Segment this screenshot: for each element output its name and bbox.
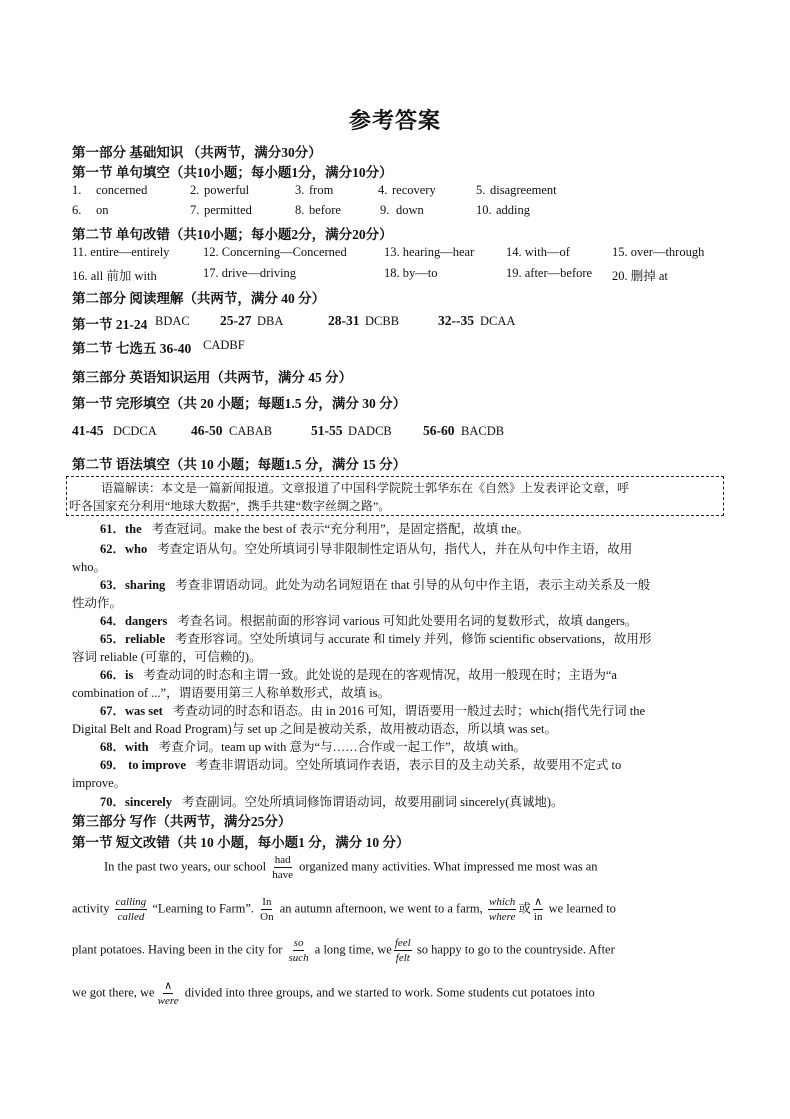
answer-explanation: 考查动词的时态和语态。由 in 2016 可知，谓语要用一般过去时；which(指代先行词 the: [172, 704, 646, 718]
passage-line-2: [72, 895, 616, 924]
fill-num: 6.: [72, 203, 82, 217]
passage-line-4: [72, 979, 595, 1008]
part2-heading: 第二部分 阅读理解（共两节，满分 40 分）: [72, 291, 326, 306]
answer-number: 65．reliable: [100, 632, 166, 646]
correction-mark: [157, 979, 180, 1008]
correction-fix: where: [488, 911, 516, 923]
correction-item: 17. drive—driving: [203, 266, 297, 280]
correction-fix: felt: [395, 952, 410, 964]
answer-explanation-cont: Digital Belt and Road Program)与 set up 之间是被动关系，故用被动语态，所以填 was set。: [72, 722, 558, 736]
passage-note-box: [66, 476, 724, 516]
cloze-label: 41-45: [72, 423, 104, 438]
answer-explanation: 考查副词。空处所填词修饰谓语动词，故要用副词 sincerely(真诚地)。: [181, 795, 564, 809]
part4-sec1-heading: 第一节 短文改错（共 10 小题，每小题1 分，满分 10 分）: [72, 835, 410, 850]
reading-answer: CADBF: [203, 338, 245, 352]
passage-text: an autumn afternoon, we went to a farm,: [279, 901, 483, 916]
answer-explanation: 考查名词。根据前面的形容词 various 可知此处要用名词的复数形式，故填 dangers。: [177, 614, 638, 628]
passage-text: we got there, we: [72, 985, 155, 1000]
correction-fix: such: [288, 952, 309, 964]
correction-original: ∧: [164, 980, 173, 992]
correction-mark: [115, 895, 148, 924]
correction-mark: [394, 936, 412, 965]
reading-answer: DCAA: [480, 314, 516, 328]
grammar-answer-66: [100, 665, 617, 683]
fill-answer: powerful: [204, 183, 250, 197]
answer-number: 61．the: [100, 522, 142, 536]
cloze-label: 46-50: [191, 423, 223, 438]
answer-explanation: 考查介词。team up with 意为“与……合作或一起工作”，故填 with。: [158, 740, 526, 754]
correction-original: In: [262, 896, 272, 908]
correction-mark: [488, 895, 516, 924]
fill-num: 8.: [295, 203, 305, 217]
reading-answer: DCBB: [365, 314, 400, 328]
correction-fix: called: [117, 911, 145, 923]
reading-label: 32--35: [438, 313, 474, 328]
passage-text: divided into three groups, and we started to work. Some students cut potatoes into: [184, 985, 595, 1000]
part3-sec2-heading: 第二节 语法填空（共 10 小题；每题1.5 分，满分 15 分）: [72, 457, 407, 472]
grammar-answer-68: [100, 737, 526, 755]
fill-answer: recovery: [392, 183, 436, 197]
correction-mark: [271, 853, 294, 882]
answer-explanation-cont: improve。: [72, 776, 127, 790]
correction-fix: On: [260, 911, 274, 923]
fill-num: 1.: [72, 183, 82, 197]
grammar-answer-67: [100, 701, 645, 719]
passage-line-1: [104, 853, 598, 882]
cloze-answer: DCDCA: [113, 424, 157, 438]
cloze-answer: CABAB: [229, 424, 273, 438]
grammar-answer-64: [100, 611, 637, 629]
answer-explanation-cont: who。: [72, 560, 107, 574]
correction-original: had: [274, 854, 291, 866]
reading-label: 第一节 21-24: [72, 317, 148, 332]
grammar-answer-63: [100, 575, 650, 593]
fill-num: 2.: [190, 183, 200, 197]
reading-answer: DBA: [257, 314, 284, 328]
passage-note-line: 语篇解读：本文是一篇新闻报道。文章报道了中国科学院院士郭华东在《自然》上发表评论文章，呼: [101, 481, 630, 495]
passage-text: a long time, we: [314, 942, 392, 957]
cloze-answer: BACDB: [461, 424, 505, 438]
part1-sec2-heading: 第二节 单句改错（共10小题；每小题2分，满分20分）: [72, 227, 393, 242]
cloze-label: 51-55: [311, 423, 343, 438]
reading-label: 25-27: [220, 313, 252, 328]
correction-mark: [533, 895, 544, 924]
fill-num: 4.: [378, 183, 388, 197]
passage-text: plant potatoes. Having been in the city for: [72, 942, 283, 957]
passage-text: “Learning to Farm”.: [152, 901, 255, 916]
answer-number: 66．is: [100, 668, 134, 682]
correction-original: which: [489, 896, 516, 908]
answer-number: 69． to improve: [100, 758, 186, 772]
answer-explanation: 考查非谓语动词。空处所填词作表语，表示目的及主动关系，故要用不定式 to: [195, 758, 622, 772]
grammar-answer-62: [100, 539, 632, 557]
passage-text: organized many activities. What impressed me most was an: [299, 859, 598, 874]
answer-number: 67．was set: [100, 704, 163, 718]
answer-number: 70．sincerely: [100, 795, 172, 809]
reading-answer: BDAC: [155, 314, 190, 328]
answer-explanation-cont: 容词 reliable (可靠的，可信赖的)。: [72, 650, 262, 664]
answer-number: 62．who: [100, 542, 148, 556]
correction-item: 18. by—to: [384, 266, 438, 280]
page-title: 参考答案: [348, 108, 441, 133]
correction-fix: were: [157, 995, 179, 1007]
fill-answer: from: [309, 183, 334, 197]
correction-original: so: [293, 937, 304, 949]
passage-line-3: [72, 936, 615, 965]
grammar-answer-65: [100, 629, 651, 647]
passage-text: so happy to go to the countryside. After: [416, 942, 615, 957]
reading-label: 第二节 七选五 36-40: [72, 341, 192, 356]
correction-item: 19. after—before: [506, 266, 593, 280]
correction-item: 13. hearing—hear: [384, 245, 475, 259]
fill-num: 5.: [476, 183, 486, 197]
answer-number: 64．dangers: [100, 614, 168, 628]
fill-num: 9.: [380, 203, 390, 217]
passage-note-line: 吁各国家充分利用“地球大数据”，携手共建“数字丝绸之路”。: [69, 499, 391, 513]
part3-heading: 第三部分 英语知识运用（共两节，满分 45 分）: [72, 370, 353, 385]
grammar-answer-69: [100, 755, 621, 773]
correction-item: 15. over—through: [612, 245, 705, 259]
fill-answer: permitted: [204, 203, 252, 217]
part4-heading: 第三部分 写作（共两节，满分25分）: [72, 814, 292, 829]
correction-item: 20. 删掉 at: [612, 269, 668, 283]
correction-original: feel: [394, 937, 411, 949]
grammar-answer-70: [100, 792, 564, 810]
correction-fix: in: [533, 911, 543, 923]
answer-explanation-cont: combination of ...”，谓语要用第三人称单数形式，故填 is。: [72, 686, 391, 700]
fill-num: 3.: [295, 183, 305, 197]
part3-sec1-heading: 第一节 完形填空（共 20 小题；每题1.5 分，满分 30 分）: [72, 396, 407, 411]
part1-heading: 第一部分 基础知识 （共两节，满分30分）: [72, 145, 322, 160]
correction-item: 12. Concerning—Concerned: [203, 245, 347, 259]
answer-explanation: 考查非谓语动词。此处为动名词短语在 that 引导的从句中作主语，表示主动关系及一般: [175, 578, 651, 592]
fill-answer: on: [96, 203, 109, 217]
passage-text: 或: [518, 901, 531, 916]
answer-explanation: 考查定语从句。空处所填词引导非限制性定语从句，指代人，并在从句中作主语，故用: [157, 542, 633, 556]
correction-original: calling: [115, 896, 147, 908]
correction-fix: have: [272, 869, 294, 881]
fill-answer: before: [309, 203, 341, 217]
reading-label: 28-31: [328, 313, 360, 328]
correction-item: 14. with—of: [506, 245, 570, 259]
fill-answer: adding: [496, 203, 531, 217]
cloze-answer: DADCB: [348, 424, 392, 438]
correction-original: ∧: [534, 896, 543, 908]
cloze-label: 56-60: [423, 423, 455, 438]
passage-text: activity: [72, 901, 110, 916]
grammar-answer-61: [100, 519, 529, 537]
answer-explanation-cont: 性动作。: [72, 596, 123, 610]
answer-number: 68．with: [100, 740, 149, 754]
fill-answer: disagreement: [490, 183, 557, 197]
correction-item: 11. entire—entirely: [72, 245, 170, 259]
fill-answer: down: [396, 203, 424, 217]
fill-num: 7.: [190, 203, 200, 217]
passage-text: In the past two years, our school: [104, 859, 267, 874]
answer-number: 63．sharing: [100, 578, 166, 592]
correction-item: 16. all 前加 with: [72, 269, 157, 283]
fill-answer: concerned: [96, 183, 148, 197]
correction-mark: [259, 895, 274, 924]
fill-num: 10.: [476, 203, 492, 217]
passage-text: we learned to: [548, 901, 616, 916]
correction-mark: [287, 936, 309, 965]
part1-sec1-heading: 第一节 单句填空（共10小题；每小题1分，满分10分）: [72, 165, 393, 180]
answer-explanation: 考查动词的时态和主谓一致。此处说的是现在的客观情况，故用一般现在时；主语为“a: [143, 668, 617, 682]
answer-explanation: 考查形容词。空处所填词与 accurate 和 timely 并列，修饰 scientific observations，故用形: [175, 632, 652, 646]
answer-explanation: 考查冠词。make the best of 表示“充分利用”，是固定搭配，故填 the。: [151, 522, 530, 536]
